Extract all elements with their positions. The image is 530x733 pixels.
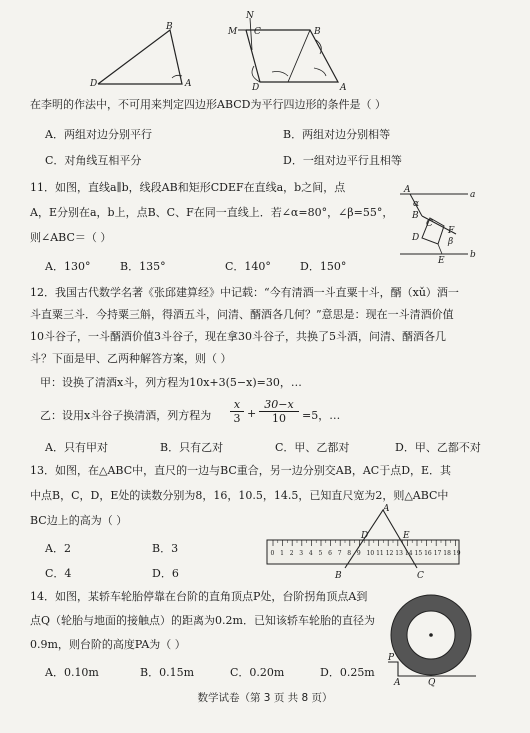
q11-option-c: C．140° [225, 260, 271, 273]
q11-label-e: E [438, 256, 445, 266]
ruler-number: 13 [395, 550, 403, 557]
triangle-label-a: A [185, 79, 192, 89]
q13-label-b: B [335, 571, 342, 581]
q12-yi-suffix: =5，… [302, 409, 341, 422]
q12-line-4: 斗？下面是甲、乙两种解答方案，则（ ） [30, 352, 232, 365]
q12-line-3: 10斗谷子，一斗醑酒价值3斗谷子，现在拿30斗谷子，共换了5斗酒，问清、醑酒各几 [30, 330, 446, 343]
q11-label-small-b: b [470, 250, 476, 260]
q14-line-1: 14．如图，某轿车轮胎停靠在台阶的直角顶点P处，台阶拐角顶点A到 [30, 590, 368, 603]
ruler-number: 12 [385, 550, 394, 557]
q13-label-a: A [383, 504, 390, 514]
q12-yi-frac2-den: 10 [272, 412, 286, 425]
q14-label-q: Q [428, 678, 436, 688]
ruler-number: 9 [356, 550, 361, 557]
q11-label-small-a: a [470, 190, 476, 200]
q13-option-d: D．6 [152, 567, 179, 580]
para-label-a: A [340, 83, 347, 93]
ruler-number: 1 [280, 550, 284, 557]
para-label-m: M [228, 27, 238, 37]
q12-option-d: D．甲、乙都不对 [395, 441, 481, 454]
q14-option-a: A．0.10m [45, 666, 99, 679]
q13-line-3: BC边上的高为（ ） [30, 514, 128, 527]
q14-figure [388, 592, 478, 686]
ruler-number: 17 [433, 550, 442, 557]
q12-yi-frac2-num: 30−x [259, 398, 299, 412]
q11-label-b: B [412, 211, 419, 221]
q13-option-a: A．2 [45, 542, 71, 555]
ruler-number: 6 [328, 550, 332, 557]
q12-option-a: A．只有甲对 [45, 441, 108, 454]
q11-line-2: A，E分别在a，b上，点B、C、F在同一直线上．若∠α=80°，∠β=55°， [30, 206, 394, 219]
q13-figure [265, 506, 465, 582]
para-label-c: C [254, 27, 261, 37]
q13-label-c: C [417, 571, 424, 581]
q11-label-d: D [412, 233, 420, 243]
ruler-number: 8 [347, 550, 352, 557]
q13-option-c: C．4 [45, 567, 72, 580]
ruler-number: 2 [289, 550, 294, 557]
q13-label-d: D [361, 531, 369, 541]
q12-yi-prefix: 乙：设用x斗谷子换清酒，列方程为 [40, 409, 212, 422]
triangle-label-d: D [90, 79, 98, 89]
q10-option-c: C．对角线互相平分 [45, 154, 142, 167]
q13-option-b: B．3 [152, 542, 179, 555]
para-label-n: N [246, 11, 254, 21]
q12-yi-frac1-den: 3 [233, 412, 241, 425]
q13-line-2: 中点B，C，D，E处的读数分别为8，16，10.5，14.5，已知直尺宽为2，则△ABC中 [30, 489, 449, 502]
q10-option-d: D．一组对边平行且相等 [283, 154, 402, 167]
ruler-number: 14 [404, 550, 413, 557]
q14-option-b: B．0.15m [140, 666, 195, 679]
q11-label-alpha: α [413, 199, 420, 209]
ruler-number: 0 [270, 550, 275, 557]
q12-plan-jia: 甲：设换了清酒x斗，列方程为10x+3(5−x)=30，… [40, 376, 302, 389]
ruler-number: 4 [308, 550, 313, 557]
q13-label-e: E [403, 531, 410, 541]
q12-yi-plus: + [247, 407, 257, 420]
q14-line-2: 点Q（轮胎与地面的接触点）的距离为0.2m．已知该轿车轮胎的直径为 [30, 614, 375, 627]
q11-option-b: B．135° [120, 260, 166, 273]
q12-option-b: B．只有乙对 [160, 441, 224, 454]
q14-label-a: A [394, 678, 401, 688]
q11-option-a: A．130° [45, 260, 91, 273]
parallelogram-figure [228, 10, 358, 93]
q12-line-1: 12．我国古代数学名著《张邱建算经》中记载：“今有清酒一斗直粟十斗，醑（xǔ）酒一 [30, 286, 459, 299]
ruler-number: 15 [414, 550, 423, 557]
ruler-number: 16 [424, 550, 432, 557]
q12-yi-frac1 [230, 398, 244, 425]
ruler-number: 11 [376, 550, 384, 557]
q10-stem: 在李明的作法中，不可用来判定四边形ABCD为平行四边形的条件是（ ） [30, 98, 386, 111]
q12-line-2: 斗直粟三斗．今持粟三斛，得酒五斗，问清、醑酒各几何？”意思是：现在一斗清酒价值 [30, 308, 454, 321]
triangle-figure [90, 20, 200, 90]
q14-line-3: 0.9m，则台阶的高度PA为（ ） [30, 638, 186, 651]
q11-figure [398, 185, 498, 266]
page-footer: 数学试卷（第 3 页 共 8 页） [197, 692, 333, 704]
q10-option-b: B．两组对边分别相等 [283, 128, 391, 141]
q11-label-a: A [404, 185, 411, 195]
ruler-number: 3 [299, 550, 304, 557]
para-label-b: B [314, 27, 321, 37]
q11-line-3: 则∠ABC＝（ ） [30, 231, 112, 244]
q14-option-c: C．0.20m [230, 666, 285, 679]
q11-option-d: D．150° [300, 260, 347, 273]
q11-label-c: C [426, 219, 433, 229]
q14-option-d: D．0.25m [320, 666, 375, 679]
ruler-number: 18 [443, 550, 451, 557]
ruler-number: 7 [337, 550, 342, 557]
q14-label-p: P [388, 653, 395, 663]
ruler-number: 19 [452, 550, 461, 557]
q11-label-beta: β [448, 237, 454, 247]
q13-line-1: 13．如图，在△ABC中，直尺的一边与BC重合，另一边分别交AB，AC于点D，E．其 [30, 464, 452, 477]
q12-yi-frac1-num: x [230, 398, 244, 412]
q12-yi-frac2 [259, 398, 299, 425]
triangle-label-b: B [166, 22, 173, 32]
q11-label-f: F [448, 226, 455, 236]
q12-option-c: C．甲、乙都对 [275, 441, 350, 454]
q11-line-1: 11．如图，直线a∥b，线段AB和矩形CDEF在直线a，b之间，点 [30, 181, 346, 194]
ruler-number: 10 [366, 550, 375, 557]
ruler-number: 5 [318, 550, 323, 557]
q10-option-a: A．两组对边分别平行 [45, 128, 152, 141]
para-label-d: D [252, 83, 260, 93]
